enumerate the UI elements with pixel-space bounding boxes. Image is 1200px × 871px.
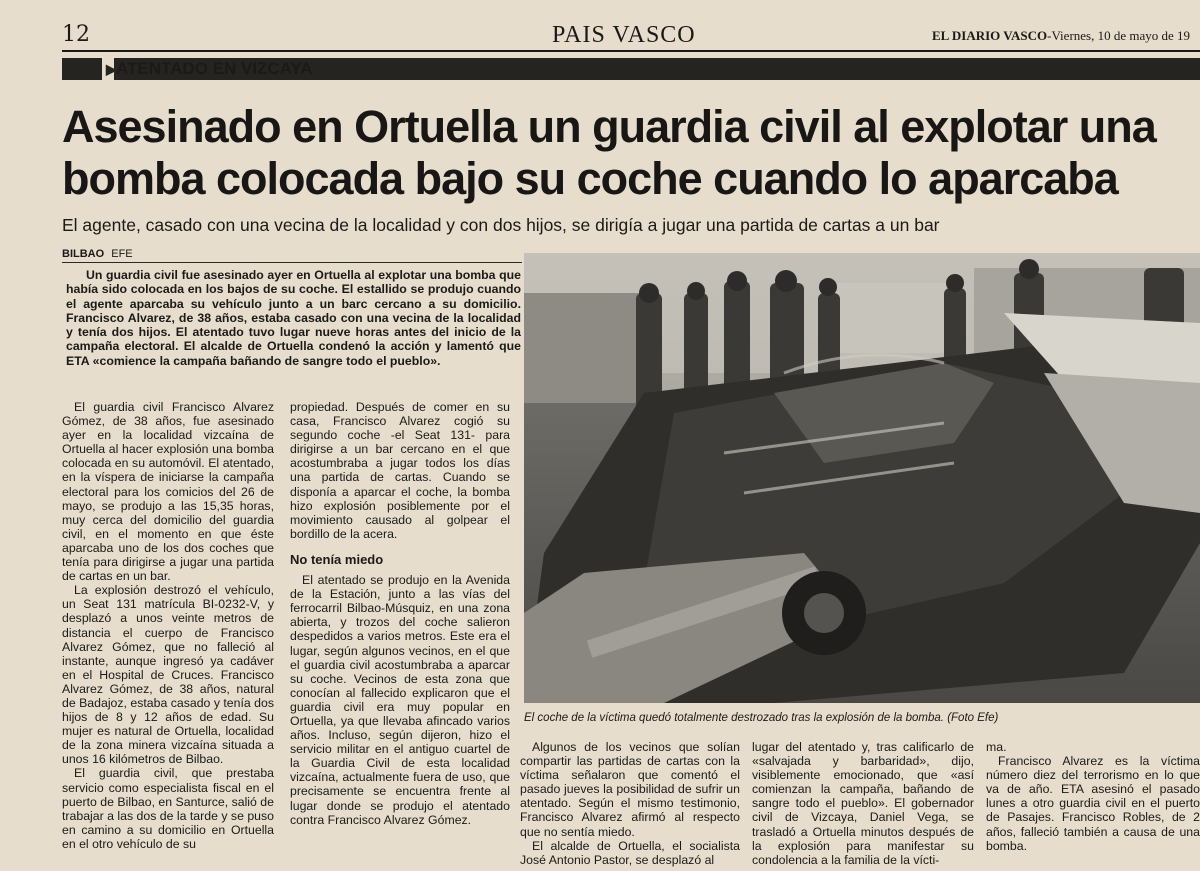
section-name: PAIS VASCO [552, 22, 696, 48]
paragraph: El guardia civil, que prestaba servicio como especialista fiscal en el puerto de Bilbao, en Santurce, salió de trabajar a las dos de la tarde y se puso en camino a su domicilio en Ortuella en el otro vehículo de su [62, 766, 274, 851]
wrecked-car-photo [524, 253, 1200, 703]
paragraph: El guardia civil Francisco Alvarez Gómez, de 38 años, fue asesinado ayer en la localidad vizcaína de Ortuella al hacer explosión una bomba colocada en su automóvil. El atentado, en la víspera de iniciarse la campaña electoral para los comicios del 26 de mayo, se produjo a las 15,35 horas, muy cerca del domicilio del guardia civil, en el momento en que éste aparcaba uno de los dos coches que tenía para dirigirse a jugar una partida de cartas en un bar. [62, 400, 274, 584]
paragraph: Algunos de los vecinos que solían compartir las partidas de cartas con la víctima señalaron que comentó el pasado jueves la posibilidad de sufrir un atentado. Según el mismo testimonio, Francisco Alvarez afirmó al respecto que no sentía miedo. [520, 740, 740, 839]
issue-date: -Viernes, 10 de mayo de 19 [1047, 28, 1191, 43]
masthead-rule [62, 50, 1200, 52]
article-column-4 [752, 740, 974, 867]
photo-caption: El coche de la víctima quedó totalmente destrozado tras la explosión de la bomba. (Foto Efe) [524, 712, 999, 724]
paragraph: lugar del atentado y, tras calificarlo de «salvajada y barbaridad», dijo, visiblemente emocionado, que «así comienzan la campaña, bañando de sangre todo el pueblo». El gobernador civil de Vizcaya, Daniel Vega, se trasladó a Ortuella minutos después de la explosión para manifestar su condolencia a la familia de la vícti- [752, 740, 974, 867]
news-photo [524, 253, 1200, 703]
byline [62, 248, 522, 260]
byline-rule [62, 262, 522, 263]
newspaper-name: EL DIARIO VASCO [932, 28, 1048, 43]
byline-agency: EFE [111, 248, 133, 260]
paper-info [932, 28, 1190, 44]
article-column-2 [290, 400, 510, 827]
paragraph: El atentado se produjo en la Avenida de la Estación, junto a las vías del ferrocarril Bilbao-Músquiz, en una zona abierta, y trozos del coche salieron despedidos a varios metros. Este era el lugar, según algunos vecinos, en el que el guardia civil acostumbraba a aparcar su coche. Vecinos de esta zona que conocían al fallecido explicaron que el guardia civil era muy popular en Ortuella, ya que llevaba afincado varios años. Incluso, según dijeron, hizo el servicio militar en el antiguo cuartel de la Guardia Civil de esta localidad vizcaína, actualmente fuera de uso, que precisamente se encuentra frente al lugar donde se produjo el atentado contra Francisco Alvarez Gómez. [290, 573, 510, 827]
paragraph: ma. [986, 740, 1007, 754]
headline: Asesinado en Ortuella un guardia civil al explotar una bomba colocada bajo su coche cuando lo aparcaba [62, 101, 1156, 204]
article-column-3 [520, 740, 740, 867]
kicker-text: ATENTADO EN VIZCAYA [116, 59, 313, 78]
paragraph: Francisco Alvarez es la víctima número diez del terrorismo en lo que va de año. ETA asesinó el pasado lunes a otro guardia civil en el puerto de Pasajes. Francisco Robles, de 2 años, falleció también a causa de una bomba. [986, 754, 1200, 853]
lead-paragraph: Un guardia civil fue asesinado ayer en Ortuella al explotar una bomba que había sido colocada en los bajos de su coche. El estallido se produjo cuando el agente aparcaba su vehículo junto a un barc cercano a su domicilio. Francisco Alvarez, de 38 años, estaba casado con una vecina de la localidad y tenía dos hijos. El atentado tuvo lugar nueve horas antes del inicio de la campaña electoral. El alcalde de Ortuella condenó la acción y lamentó que ETA «comience la campaña bañando de sangre todo el pueblo». [66, 268, 521, 368]
kicker-label [102, 58, 313, 80]
byline-city: BILBAO [62, 248, 105, 260]
paragraph: propiedad. Después de comer en su casa, Francisco Alvarez cogió su segundo coche -el Seat 131- para dirigirse a un bar cercano en el que acostumbraba a jugar todos los días una partida de cartas. Cuando se disponía a aparcar el coche, la bomba hizo explosión posiblemente por el movimiento causado al golpear el bordillo de la acera. [290, 400, 510, 541]
page-number: 12 [62, 22, 90, 47]
kicker-bar [62, 58, 1200, 80]
paragraph: La explosión destrozó el vehículo, un Seat 131 matrícula BI-0232-V, y desplazó a unos veinte metros de distancia el cuerpo de Francisco Alvarez Gómez, que no falleció al instante, aunque ingresó ya cadáver en el Hospital de Cruces. Francisco Alvarez Gómez, de 38 años, natural de Badajoz, estaba casado y tenía dos hijos de 8 y 12 años de edad. Su mujer es natural de Ortuella, localidad de la zona minera vizcaína situada a unos 16 kilómetros de Bilbao. [62, 583, 274, 767]
triangle-icon: ▶ [106, 61, 117, 77]
article-column-5 [986, 740, 1200, 853]
paragraph: El alcalde de Ortuella, el socialista José Antonio Pastor, se desplazó al [520, 838, 740, 867]
section-subhead: No tenía miedo [290, 551, 384, 567]
subheadline: El agente, casado con una vecina de la localidad y con dos hijos, se dirigía a jugar una partida de cartas a un bar [62, 215, 940, 235]
masthead [62, 22, 1200, 50]
article-column-1 [62, 400, 274, 851]
